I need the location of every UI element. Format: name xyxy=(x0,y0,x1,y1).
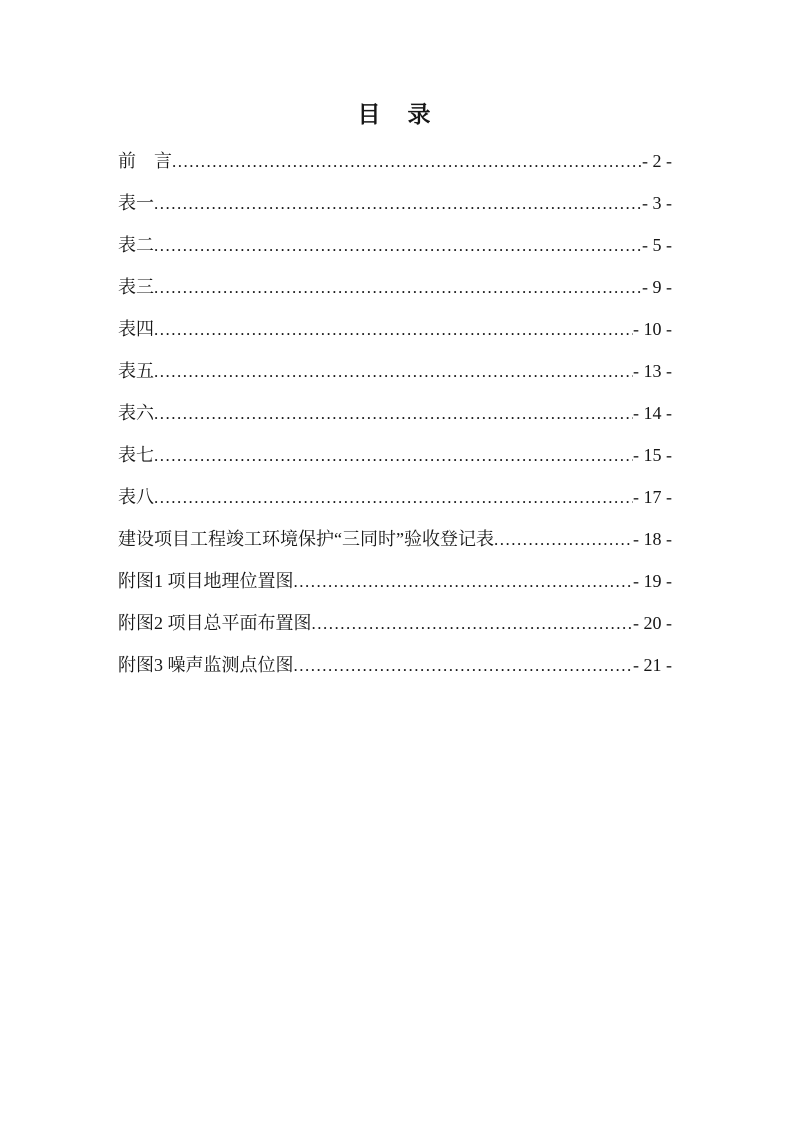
toc-entry-label: 表一 xyxy=(118,193,154,213)
toc-entry[interactable] xyxy=(118,392,672,434)
toc-entry-page: - 19 - xyxy=(633,571,672,591)
toc-entry[interactable] xyxy=(118,182,672,224)
toc-entry[interactable] xyxy=(118,644,672,686)
toc-entry-page: - 15 - xyxy=(633,445,672,465)
toc-entry-label: 附图2 项目总平面布置图 xyxy=(118,613,312,633)
toc-entry-page: - 13 - xyxy=(633,361,672,381)
toc-entry[interactable] xyxy=(118,266,672,308)
toc-entry-page: - 20 - xyxy=(633,613,672,633)
toc-leader-dots xyxy=(154,182,642,224)
toc-entry-label: 表八 xyxy=(118,487,154,507)
toc-leader-dots xyxy=(154,266,642,308)
toc-entry-page: - 14 - xyxy=(633,403,672,423)
toc-entry-label: 建设项目工程竣工环境保护“三同时”验收登记表 xyxy=(118,529,494,549)
toc-entry[interactable] xyxy=(118,560,672,602)
toc-entry[interactable] xyxy=(118,350,672,392)
toc-entry-label: 表二 xyxy=(118,235,154,255)
page-title: 目 录 xyxy=(357,102,433,127)
toc-entry[interactable] xyxy=(118,518,672,560)
toc-leader-dots xyxy=(154,392,633,434)
toc-entry[interactable] xyxy=(118,224,672,266)
toc-entry[interactable] xyxy=(118,476,672,518)
toc-leader-dots xyxy=(312,602,634,644)
toc-entry-label: 前 言 xyxy=(118,151,172,171)
toc-entry-page: - 2 - xyxy=(642,151,672,171)
toc-leader-dots xyxy=(294,644,634,686)
toc-leader-dots xyxy=(172,140,642,182)
toc-entry-page: - 21 - xyxy=(633,655,672,675)
toc-entry-page: - 9 - xyxy=(642,277,672,297)
toc-entry-label: 表六 xyxy=(118,403,154,423)
toc-entry-label: 附图1 项目地理位置图 xyxy=(118,571,294,591)
toc-entry-page: - 10 - xyxy=(633,319,672,339)
toc-leader-dots xyxy=(154,224,642,266)
toc-entry-label: 表四 xyxy=(118,319,154,339)
toc-entry-label: 附图3 噪声监测点位图 xyxy=(118,655,294,675)
table-of-contents xyxy=(118,140,672,686)
toc-entry-label: 表七 xyxy=(118,445,154,465)
toc-entry[interactable] xyxy=(118,602,672,644)
toc-leader-dots xyxy=(154,434,633,476)
toc-leader-dots xyxy=(154,308,633,350)
toc-leader-dots xyxy=(494,518,633,560)
toc-leader-dots xyxy=(154,350,633,392)
toc-leader-dots xyxy=(294,560,634,602)
toc-entry[interactable] xyxy=(118,434,672,476)
toc-leader-dots xyxy=(154,476,633,518)
toc-entry-page: - 18 - xyxy=(633,529,672,549)
toc-entry[interactable] xyxy=(118,308,672,350)
toc-entry-page: - 17 - xyxy=(633,487,672,507)
toc-entry-label: 表五 xyxy=(118,361,154,381)
toc-entry-page: - 5 - xyxy=(642,235,672,255)
toc-entry[interactable] xyxy=(118,140,672,182)
toc-entry-label: 表三 xyxy=(118,277,154,297)
toc-entry-page: - 3 - xyxy=(642,193,672,213)
